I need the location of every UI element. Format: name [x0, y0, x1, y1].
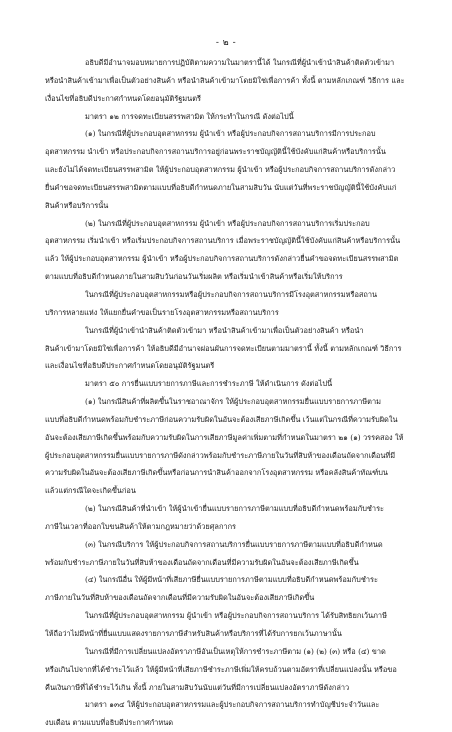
text-line: อุตสาหกรรม เริ่มนำเข้า หรือเริ่มประกอบกิจการสถานบริการ เมื่อพระราชบัญญัตินี้ใช้บังคับแก่สินค้าหรือบริการนั้น: [45, 236, 401, 246]
text-line: (๑) ในกรณีที่ผู้ประกอบอุตสาหกรรม ผู้นำเข้า หรือผู้ประกอบกิจการสถานบริการมีการประกอบ: [85, 129, 376, 139]
text-line: และยังไม่ได้จดทะเบียนสรรพสามิต ให้ผู้ประกอบอุตสาหกรรม ผู้นำเข้า หรือผู้ประกอบกิจการสถานบริการดังกล่าว: [45, 165, 396, 175]
text-line: หรือเกินไปจากที่ได้ชำระไว้แล้ว ให้ผู้มีหน้าที่เสียภาษีชำระภาษีเพิ่มให้ครบถ้วนตามอัตราที่เปลี่ยนแปลงนั้น หรือขอ: [45, 664, 397, 674]
text-line: แล้ว ให้ผู้ประกอบอุตสาหกรรม ผู้นำเข้า หรือผู้ประกอบกิจการสถานบริการดังกล่าวยื่นคำขอจดทะเบียนสรรพสามิต: [45, 254, 399, 264]
text-line: (๒) ในกรณีที่ผู้ประกอบอุตสาหกรรม ผู้นำเข้า หรือผู้ประกอบกิจการสถานบริการเริ่มประกอบ: [85, 218, 370, 228]
text-line: งบเดือน ตามแบบที่อธิบดีประกาศกำหนด: [45, 718, 174, 728]
text-line: แบบที่อธิบดีกำหนดพร้อมกับชำระภาษีก่อนความรับผิดในอันจะต้องเสียภาษีเกิดขึ้น เว้นแต่ในกรณีที่ความรับผิดใน: [45, 414, 398, 424]
text-line: บริการหลายแห่ง ให้แยกยื่นคำขอเป็นรายโรงอุตสาหกรรมหรือสถานบริการ: [45, 307, 279, 317]
page-number: - ๒ -: [215, 38, 237, 48]
text-line: มาตรา ๑๓๔ ให้ผู้ประกอบอุตสาหกรรมและผู้ประกอบกิจการสถานบริการทำบัญชีประจำวันและ: [85, 700, 380, 710]
text-line: อันจะต้องเสียภาษีเกิดขึ้นพร้อมกับความรับผิดในการเสียภาษีมูลค่าเพิ่มตามที่กำหนดในมาตรา ๒๑ (๑) วรรคสอง ให้: [45, 432, 404, 442]
document-body: [45, 54, 423, 732]
text-line: ความรับผิดในอันจะต้องเสียภาษีเกิดขึ้นหรือก่อนการนำสินค้าออกจากโรงอุตสาหกรรม หรือคลังสินค้าทัณฑ์บน: [45, 468, 388, 478]
text-line: มาตรา ๑๒ การจดทะเบียนสรรพสามิต ให้กระทำในกรณี ดังต่อไปนี้: [85, 111, 294, 121]
text-line: หรือนำสินค้าเข้ามาเพื่อเป็นตัวอย่างสินค้า หรือนำสินค้าเข้ามาโดยมิใช่เพื่อการค้า ทั้งนี้ ตามหลักเกณฑ์ วิธีการ และ: [45, 75, 405, 85]
text-line: มาตรา ๕๐ การยื่นแบบรายการภาษีและการชำระภาษี ให้ดำเนินการ ดังต่อไปนี้: [85, 379, 333, 389]
text-line: สินค้าเข้ามาโดยมิใช่เพื่อการค้า ให้อธิบดีมีอำนาจผ่อนผันการจดทะเบียนตามมาตรานี้ ทั้งนี้ ตามหลักเกณฑ์ วิธีการ: [45, 343, 402, 353]
text-line: ในกรณีที่ผู้ประกอบอุตสาหกรรมหรือผู้ประกอบกิจการสถานบริการมีโรงอุตสาหกรรมหรือสถาน: [85, 289, 378, 299]
text-line: ให้ถือว่าไม่มีหน้าที่ยื่นแบบแสดงรายการภาษีสำหรับสินค้าหรือบริการที่ได้รับการยกเว้นภาษานั้น: [45, 629, 342, 638]
text-line: ในกรณีที่มีการเปลี่ยนแปลงอัตราภาษีอันเป็นเหตุให้การชำระภาษีตาม (๑) (๒) (๓) หรือ (๔) ขาด: [85, 646, 386, 656]
text-line: ภาษีภายในวันที่สิบห้าของเดือนถัดจากเดือนที่มีความรับผิดในอันจะต้องเสียภาษีเกิดขึ้น: [45, 593, 315, 603]
text-line: ผู้ประกอบอุตสาหกรรมยื่นแบบรายการภาษีดังกล่าวพร้อมกับชำระภาษีภายในวันที่สิบห้าของเดือนถัดจากเดือนที่มี: [45, 450, 396, 460]
text-line: อุตสาหกรรม นำเข้า หรือประกอบกิจการสถานบริการอยู่ก่อนพระราชบัญญัตินี้ใช้บังคับแก่สินค้าหรือบริการนั้น: [45, 147, 386, 157]
text-line: ในกรณีที่ผู้นำเข้านำสินค้าติดตัวเข้ามา หรือนำสินค้าเข้ามาเพื่อเป็นตัวอย่างสินค้า หรือนำ: [85, 325, 364, 335]
text-line: คืนเงินภาษีที่ได้ชำระไว้เกิน ทั้งนี้ ภายในสามสิบวันนับแต่วันที่มีการเปลี่ยนแปลงอัตราภาษีดังกล่าว: [45, 682, 350, 692]
text-line: แล้วแต่กรณีใดจะเกิดขึ้นก่อน: [45, 486, 136, 496]
text-line: เงื่อนไขที่อธิบดีประกาศกำหนดโดยอนุมัติรัฐมนตรี: [45, 93, 202, 103]
text-line: ยื่นคำขอจดทะเบียนสรรพสามิตตามแบบที่อธิบดีกำหนดภายในสามสิบวัน นับแต่วันที่พระราชบัญญัตินี้ใช้บังคับแก่: [45, 182, 397, 192]
text-line: (๑) ในกรณีสินค้าที่ผลิตขึ้นในราชอาณาจักร ให้ผู้ประกอบอุตสาหกรรมยื่นแบบรายการภาษีตาม: [85, 397, 381, 407]
text-line: ตามแบบที่อธิบดีกำหนดภายในสามสิบวันก่อนวันเริ่มผลิต หรือเริ่มนำเข้าสินค้าหรือเริ่มให้บริการ: [45, 272, 343, 282]
text-line: (๓) ในกรณีบริการ ให้ผู้ประกอบกิจการสถานบริการยื่นแบบรายการภาษีตามแบบที่อธิบดีกำหนด: [85, 539, 383, 549]
text-line: พร้อมกับชำระภาษีภายในวันที่สิบห้าของเดือนถัดจากเดือนที่มีความรับผิดในอันจะต้องเสียภาษีเกิดขึ้น: [45, 557, 359, 567]
text-line: และเงื่อนไขที่อธิบดีประกาศกำหนดโดยอนุมัติรัฐมนตรี: [45, 361, 215, 371]
text-line: (๔) ในกรณีอื่น ให้ผู้มีหน้าที่เสียภาษียื่นแบบรายการภาษีตามแบบที่อธิบดีกำหนดพร้อมกับชำระ: [85, 575, 378, 585]
text-line: (๒) ในกรณีสินค้าที่นำเข้า ให้ผู้นำเข้ายื่นแบบรายการภาษีตามแบบที่อธิบดีกำหนดพร้อมกับชำระ: [85, 504, 385, 514]
text-line: สินค้าหรือบริการนั้น: [45, 200, 109, 210]
text-line: ภาษีในเวลาที่ออกใบขนสินค้าให้ตามกฎหมายว่าด้วยศุลกากร: [45, 521, 237, 531]
text-line: อธิบดีมีอำนาจมอบหมายการปฏิบัติตามความในมาตรานี้ได้ ในกรณีที่ผู้นำเข้านำสินค้าติดตัวเข้ามา: [85, 58, 395, 67]
text-line: ในกรณีที่ผู้ประกอบอุตสาหกรรม ผู้นำเข้า หรือผู้ประกอบกิจการสถานบริการ ได้รับสิทธิยกเว้นภาษี: [85, 611, 387, 621]
